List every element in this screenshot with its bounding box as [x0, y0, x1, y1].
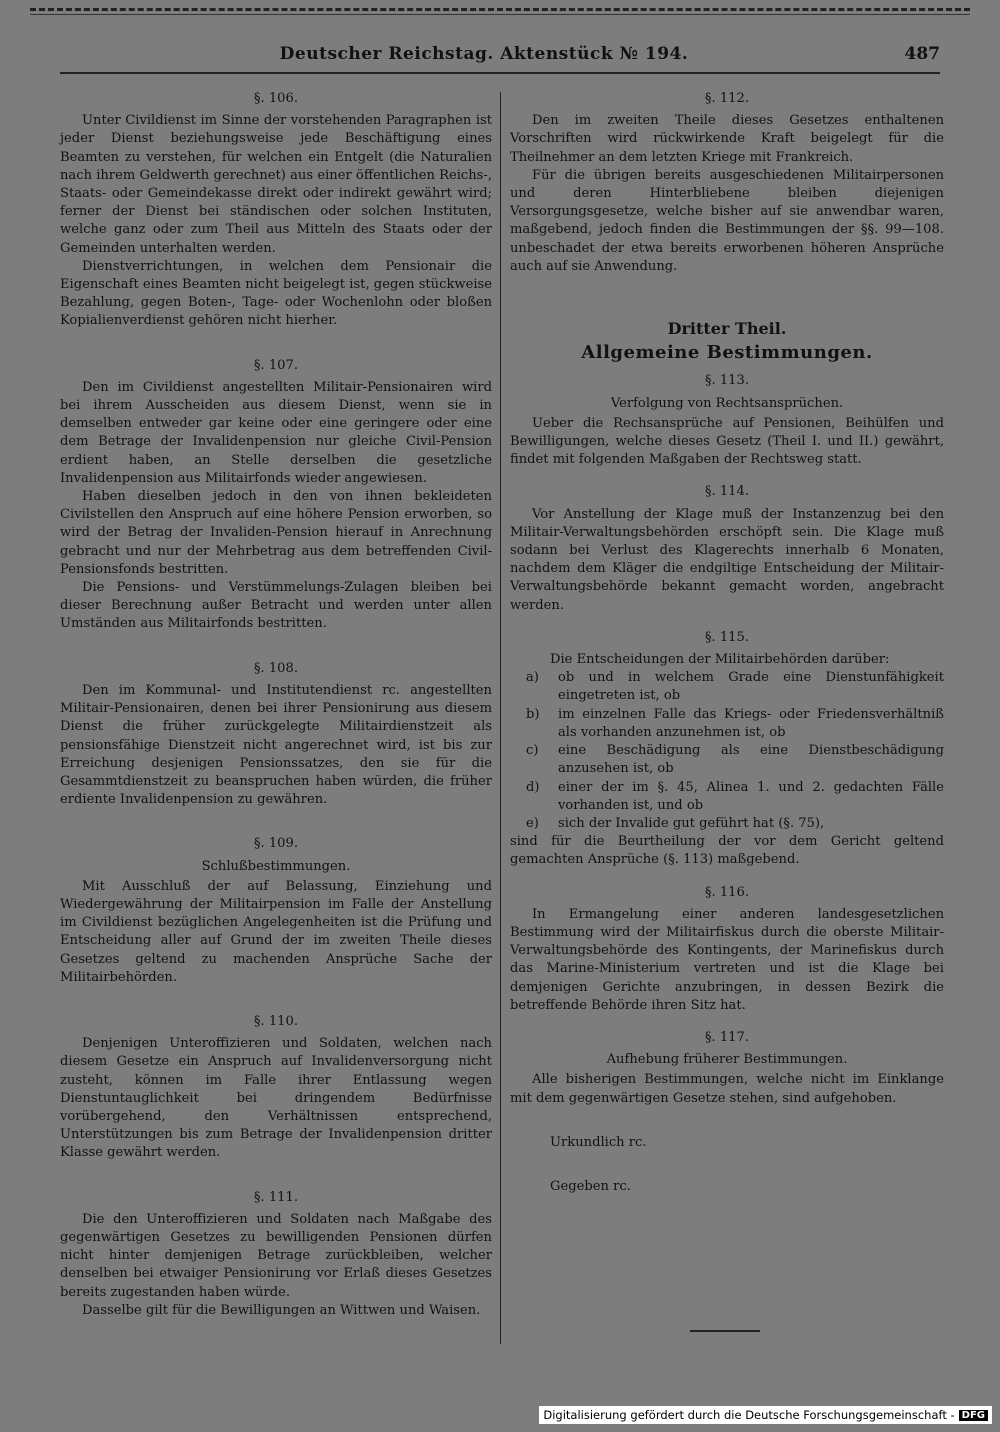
section-heading-116: §. 116.: [704, 884, 750, 900]
list-outro: sind für die Beurtheilung der vor dem Gericht geltend gemachten Ansprüche (§. 113) maßgebend.: [510, 834, 944, 868]
paragraph: Den im zweiten Theile dieses Gesetzes enthaltenen Vorschriften wird rückwirkende Kraft beigelegt für die Theilnehmer an dem letzten Kriege mit Frankreich.: [510, 113, 944, 165]
paragraph: Alle bisherigen Bestimmungen, welche nicht im Einklange mit dem gegenwärtigen Gesetze stehen, sind aufgehoben.: [510, 1072, 944, 1106]
section-heading-107: §. 107.: [253, 357, 299, 373]
section-heading-117: §. 117.: [704, 1029, 750, 1045]
section-heading-110: §. 110.: [253, 1013, 299, 1029]
paragraph: Dienstverrichtungen, in welchen dem Pensionair die Eigenschaft eines Beamten nicht beigelegt ist, gegen stückweise Bezahlung, gegen Boten-, Tage- oder Wochenlohn oder bloßen Kopialienverdienst gehören nicht hierher.: [60, 258, 492, 329]
paragraph: Ueber die Rechsansprüche auf Pensionen, Beihülfen und Bewilligungen, welche dieses Gesetz (Theil I. und II.) gewährt, findet mit folgenden Maßgaben der Rechtsweg statt.: [510, 415, 944, 468]
section-subheading: Verfolgung von Rechtsansprüchen.: [610, 395, 844, 411]
section-heading-111: §. 111.: [253, 1189, 299, 1205]
paragraph: Den im Civildienst angestellten Militair-Pensionairen wird bei ihrem Ausscheiden aus diesem Dienst, wenn sie in demselben entweder gar keine oder eine geringere oder eine dem Betrage der Invalidenpension nur gleiche Civil-Pension erdient haben, an Stelle derselben die gesetzliche Invalidenpension aus Militairfonds wieder angewiesen.: [60, 379, 492, 486]
running-title: Deutscher Reichstag. Aktenstück № 194.: [279, 44, 689, 64]
paragraph: Für die übrigen bereits ausgeschiedenen Militairpersonen und deren Hinterbliebene bleiben diejenigen Versorgungsgesetze, welche bisher auf sie anwendbar waren, maßgebend, jedoch finden die Bestimmungen der §§. 99—108. unbeschadet der etwa bereits erworbenen höheren Ansprüche auch auf sie Anwendung.: [510, 167, 944, 274]
section-heading-115: §. 115.: [704, 629, 750, 645]
part-subtitle: Allgemeine Bestimmungen.: [581, 342, 873, 364]
digitization-footer: [539, 1406, 992, 1424]
conditions-list: [510, 669, 944, 833]
top-thin-rule: [30, 14, 970, 15]
section-heading-109: §. 109.: [253, 836, 299, 852]
paragraph: In Ermangelung einer anderen landesgesetzlichen Bestimmung wird der Militairfiskus durch die oberste Militair-Verwaltungsbehörde des Kontingents, der Marinefiskus durch das Marine-Ministerium vertreten und ist die Klage bei demjenigen Gerichte anzubringen, in dessen Bezirk die betreffende Behörde ihren Sitz hat.: [510, 906, 944, 1013]
section-subheading: Aufhebung früherer Bestimmungen.: [606, 1052, 848, 1068]
list-item: e) sich der Invalide gut geführt hat (§. 75),: [526, 815, 825, 831]
paragraph: Dasselbe gilt für die Bewilligungen an Wittwen und Waisen.: [82, 1302, 481, 1318]
paragraph: Den im Kommunal- und Institutendienst rc. angestellten Militair-Pensionairen, denen bei ihrer Pensionirung aus diesem Dienst die früher zurückgelegte Militairdienstzeit als pensionsfähige Dienstzeit nicht angerechnet wird, ist bis zur Erreichung desjenigen Pensionssatzes, den sie für die Gesammtdienstzeit zu beanspruchen haben würden, die früher erdiente Invalidenpension zu gewähren.: [60, 682, 492, 808]
part-title: Dritter Theil.: [667, 319, 787, 339]
closing-formula: Gegeben rc.: [550, 1178, 631, 1194]
left-column: [60, 90, 492, 1320]
header-rule: [60, 72, 940, 74]
section-heading-113: §. 113.: [704, 373, 750, 389]
paragraph: Die Pensions- und Verstümmelungs-Zulagen bleiben bei dieser Berechnung außer Betracht und werden unter allen Umständen aus Militairfonds bestritten.: [60, 580, 492, 632]
right-column: [510, 90, 944, 1196]
list-item: b) im einzelnen Falle das Kriegs- oder Friedensverhältniß als vorhanden anzunehmen ist, ob: [526, 706, 944, 740]
section-heading-108: §. 108.: [253, 660, 299, 676]
section-heading-112: §. 112.: [704, 91, 750, 106]
paragraph: Unter Civildienst im Sinne der vorstehenden Paragraphen ist jeder Dienst beziehungsweise jede Beschäftigung eines Beamten zu verstehen, für welchen ein Entgelt (die Naturalien nach ihrem Geldwerth gerechnet) aus einer öffentlichen Reichs-, Staats- oder Gemeindekasse direkt oder indirekt gewährt wird; ferner der Dienst bei ständischen oder solchen Instituten, welche ganz oder zum Theil aus Mitteln des Staats oder der Gemeinden unterhalten werden.: [60, 113, 492, 256]
paragraph: Vor Anstellung der Klage muß der Instanzenzug bei den Militair-Verwaltungsbehörden erschöpft sein. Die Klage muß sodann bei Verlust des Klagerechts innerhalb 6 Monaten, nachdem dem Kläger die endgiltige Entscheidung der Militair-Verwaltungsbehörde bekannt gemacht worden, angebracht werden.: [510, 506, 944, 613]
paragraph: Mit Ausschluß der auf Belassung, Einziehung und Wiedergewährung der Militairpension im Falle der Anstellung im Civildienst bezüglichen Angelegenheiten ist die Prüfung und Entscheidung aller auf Grund der im zweiten Theile dieses Gesetzes geltend zu machenden Ansprüche Sache der Militairbehörden.: [60, 878, 492, 985]
footer-text: Digitalisierung gefördert durch die Deutsche Forschungsgemeinschaft -: [543, 1408, 955, 1422]
section-subheading: Schlußbestimmungen.: [201, 858, 351, 874]
list-intro: Die Entscheidungen der Militairbehörden darüber:: [550, 652, 890, 668]
list-item: a) ob und in welchem Grade eine Dienstunfähigkeit eingetreten ist, ob: [526, 670, 944, 704]
list-item: c) eine Beschädigung als eine Dienstbeschädigung anzusehen ist, ob: [526, 743, 944, 777]
end-rule: [690, 1330, 760, 1332]
column-divider: [500, 92, 501, 1344]
top-decorative-rule: [30, 8, 970, 11]
dfg-logo: DFG: [959, 1410, 988, 1421]
paragraph: Haben dieselben jedoch in den von ihnen bekleideten Civilstellen den Anspruch auf eine höhere Pension erworben, so wird der Betrag der Invaliden-Pension hierauf in Anrechnung gebracht und nur der Mehrbetrag aus dem betreffenden Civil-Pensionsfonds bestritten.: [60, 489, 492, 577]
paragraph: Denjenigen Unteroffizieren und Soldaten, welchen nach diesem Gesetze ein Anspruch auf Invalidenversorgung nicht zusteht, können im Falle ihrer Entlassung wegen Dienstuntauglichkeit bei dringendem Bedürfnisse vorübergehend, den Verhältnissen entsprechend, Unterstützungen bis zum Betrage der Invalidenpension dritter Klasse gewährt werden.: [60, 1036, 492, 1161]
paragraph: Die den Unteroffizieren und Soldaten nach Maßgabe des gegenwärtigen Gesetzes zu bewilligenden Pensionen dürfen nicht hinter demjenigen Betrage zurückbleiben, welcher denselben bei etwaiger Pensionirung vor Erlaß dieses Gesetzes bereits zugestanden haben würde.: [60, 1211, 492, 1300]
closing-formula: Urkundlich rc.: [550, 1134, 647, 1150]
section-heading-114: §. 114.: [704, 484, 750, 500]
page-number: 487: [904, 44, 940, 64]
section-heading-106: §. 106.: [253, 91, 299, 106]
list-item: d) einer der im §. 45, Alinea 1. und 2. gedachten Fälle vorhanden ist, und ob: [526, 779, 944, 813]
page-header: [28, 44, 940, 70]
